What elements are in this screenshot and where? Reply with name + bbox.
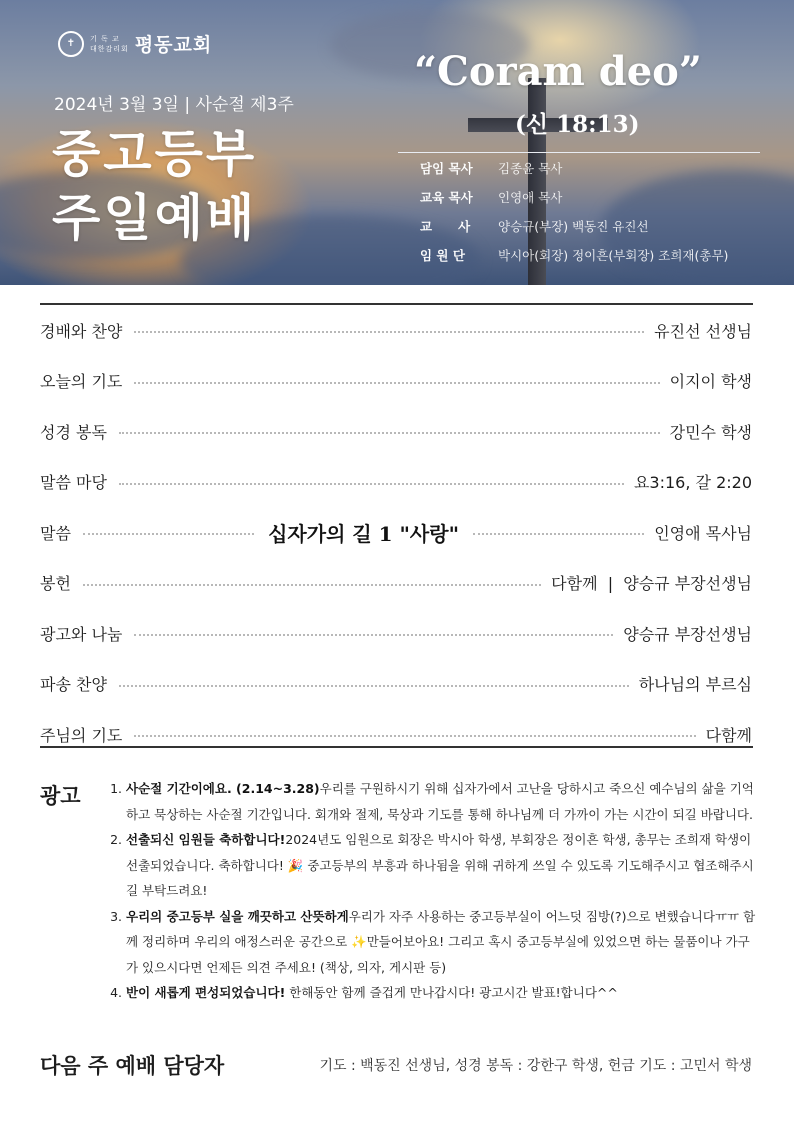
staff-row xyxy=(398,240,760,269)
order-item xyxy=(40,457,752,508)
page-title xyxy=(52,122,257,250)
order-of-service xyxy=(40,305,752,760)
notice-headline: 사순절 기간이에요. (2.14~3.28) xyxy=(126,781,320,796)
order-item-leader: 하나님의 부르심 xyxy=(638,675,752,695)
order-item-leader: 이지이 학생 xyxy=(669,372,752,392)
denomination xyxy=(90,34,129,54)
order-item xyxy=(40,406,752,457)
staff-label: 임 원 단 xyxy=(420,247,465,263)
notice-headline: 우리의 중고등부 실을 깨끗하고 산뜻하게 xyxy=(126,908,349,924)
order-item xyxy=(40,558,752,609)
staff-row xyxy=(398,211,760,240)
notice-headline: 반이 새롭게 편성되었습니다! xyxy=(126,985,286,1000)
staff-list xyxy=(398,152,760,269)
leader-dots xyxy=(473,533,644,535)
notice-item xyxy=(126,980,758,1006)
denomination-line1: 기 독 교 xyxy=(90,34,120,43)
order-item-name: 성경 봉독 xyxy=(40,422,107,442)
order-item xyxy=(40,709,752,760)
title-line1: 중고등부 xyxy=(52,126,258,182)
divider xyxy=(40,746,753,748)
staff-value: 인영애 목사 xyxy=(498,189,563,205)
order-item-name: 파송 찬양 xyxy=(40,675,107,695)
staff-row xyxy=(398,153,760,182)
order-item xyxy=(40,608,752,659)
order-item-name: 오늘의 기도 xyxy=(40,372,123,392)
leader-dots xyxy=(134,735,695,737)
staff-label: 교육 목사 xyxy=(420,189,473,205)
leader-dots xyxy=(119,483,624,485)
theme-reference: (신 18:13) xyxy=(515,111,640,138)
order-item xyxy=(40,305,752,356)
staff-value: 양승규(부장) 백동진 유진선 xyxy=(498,218,649,234)
church-seal-icon: ✝ xyxy=(58,31,84,57)
leader-dots xyxy=(83,533,254,535)
order-item-name: 말씀 마당 xyxy=(40,473,107,493)
next-week-assignments: 기도 : 백동진 선생님, 성경 봉독 : 강한구 학생, 헌금 기도 : 고민서 학생 xyxy=(319,1058,752,1074)
order-item-name: 광고와 나눔 xyxy=(40,624,123,644)
order-item-leader: 양승규 부장선생님 xyxy=(623,624,752,644)
leader-dots xyxy=(83,584,541,586)
theme-title: “Coram deo” xyxy=(414,48,702,95)
leader-dots xyxy=(119,685,629,687)
notices-list xyxy=(108,776,758,1006)
leader-dots xyxy=(134,634,613,636)
order-item-leader: 다함께 | 양승규 부장선생님 xyxy=(551,574,752,594)
next-week-heading: 다음 주 예배 담당자 xyxy=(40,1054,225,1078)
notices-heading: 광고 xyxy=(40,784,81,808)
staff-value: 김종윤 목사 xyxy=(498,160,563,176)
sermon-title: 십자가의 길 1 "사랑" xyxy=(268,521,459,546)
order-item-name: 경배와 찬양 xyxy=(40,321,123,341)
notice-item xyxy=(126,904,758,981)
order-item-leader: 요3:16, 갈 2:20 xyxy=(633,473,752,493)
notice-body: 우리를 구원하시기 위해 십자가에서 고난을 당하시고 죽으신 예수님의 삶을 기억하고 묵상하는 사순절 기간입니다. 회개와 절제, 묵상과 기도를 통해 하나님께 더 가까이 가는 시간이 되길 바랍니다. xyxy=(126,781,754,822)
notice-item xyxy=(126,827,758,904)
notice-body: 우리가 자주 사용하는 중고등부실이 어느덧 짐방(?)으로 변했습니다ㅠㅠ 함께 정리하며 우리의 애정스러운 공간으로 ✨만들어보아요! 그리고 혹시 중고등부실에 있었으면 하는 물품이나 가구가 있으시다면 언제든 의견 주세요! (책상, 의자, 게시판 등) xyxy=(126,908,756,975)
order-item xyxy=(40,659,752,710)
notice-body: 한해동안 함께 즐겁게 만나갑시다! 광고시간 발표!합니다^^ xyxy=(285,985,618,1000)
notice-body: 2024년도 임원으로 회장은 박시아 학생, 부회장은 정이흔 학생, 총무는 조희재 학생이 선출되었습니다. 축하합니다! 🎉 중고등부의 부흥과 하나됨을 위해 귀하게 쓰일 수 있도록 기도해주시고 협조해주시길 부탁드려요! xyxy=(126,832,754,898)
order-item xyxy=(40,507,752,558)
church-logo xyxy=(58,30,212,57)
order-item-leader: 유진선 선생님 xyxy=(654,321,752,341)
denomination-line2: 대한감리회 xyxy=(90,44,129,53)
staff-label: 담임 목사 xyxy=(420,160,473,176)
header-banner xyxy=(0,0,794,285)
order-item-name: 주님의 기도 xyxy=(40,725,123,745)
order-item-name: 말씀 xyxy=(40,523,71,543)
leader-dots xyxy=(119,432,660,434)
order-item-name: 봉헌 xyxy=(40,574,71,594)
church-name: 평동교회 xyxy=(134,34,213,56)
notice-item xyxy=(126,776,758,827)
leader-dots xyxy=(134,331,644,333)
order-item-leader: 다함께 xyxy=(705,725,752,745)
service-date: 2024년 3월 3일 | 사순절 제3주 xyxy=(54,95,294,115)
staff-value: 박시아(회장) 정이흔(부회장) 조희재(총무) xyxy=(498,247,729,263)
order-item-leader: 강민수 학생 xyxy=(669,422,752,442)
notice-headline: 선출되신 임원들 축하합니다! xyxy=(126,832,286,847)
staff-label: 교 사 xyxy=(420,218,471,234)
order-item xyxy=(40,356,752,407)
staff-row xyxy=(398,182,760,211)
leader-dots xyxy=(134,382,659,384)
title-line2: 주일예배 xyxy=(52,190,258,246)
order-item-leader: 인영애 목사님 xyxy=(654,523,753,543)
